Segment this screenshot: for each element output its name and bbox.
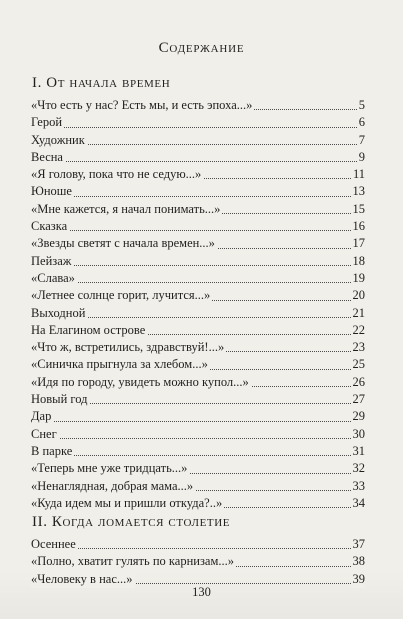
toc-entry — [31, 132, 365, 149]
entry-page-number: 37 — [351, 536, 366, 553]
entry-page-number: 16 — [351, 218, 366, 235]
toc-entry — [31, 97, 365, 114]
entry-title: Новый год — [31, 391, 89, 408]
toc-entry — [31, 553, 365, 570]
entry-title: Весна — [31, 149, 65, 166]
entry-page-number: 20 — [351, 287, 366, 304]
entry-title: «Я голову, пока что не седую...» — [31, 166, 203, 183]
entry-page-number: 21 — [351, 305, 366, 322]
toc-entry — [31, 114, 365, 131]
toc-entry — [31, 183, 365, 200]
entry-page-number: 38 — [351, 553, 366, 570]
entry-page-number: 34 — [351, 495, 366, 512]
leader-dots — [31, 160, 365, 162]
entry-title: «Полно, хватит гулять по карнизам...» — [31, 553, 236, 570]
entry-page-number: 25 — [351, 356, 366, 373]
section-1 — [31, 75, 365, 512]
entry-title: «Ненаглядная, добрая мама...» — [31, 478, 195, 495]
entry-title: Осеннее — [31, 536, 78, 553]
entry-page-number: 6 — [357, 114, 365, 131]
section-heading: II. Когда ломается столетие — [32, 514, 231, 530]
leader-dots — [31, 264, 365, 266]
toc-entry — [31, 322, 365, 339]
toc-entry — [31, 374, 365, 391]
toc-entry — [31, 460, 365, 477]
toc-entry — [31, 149, 365, 166]
entry-title: «Что есть у нас? Есть мы, и есть эпоха...» — [31, 97, 254, 114]
entry-page-number: 11 — [351, 166, 365, 183]
entry-title: «Куда идем мы и пришли откуда?..» — [31, 495, 224, 512]
toc-entry — [31, 235, 365, 252]
toc-entry — [31, 495, 365, 512]
entry-page-number: 17 — [351, 235, 366, 252]
toc-entry — [31, 391, 365, 408]
entry-title: Выходной — [31, 305, 87, 322]
toc-entry — [31, 408, 365, 425]
entry-title: «Идя по городу, увидеть можно купол...» — [31, 374, 251, 391]
leader-dots — [31, 229, 365, 231]
entry-title: «Летнее солнце горит, лучится...» — [31, 287, 212, 304]
entry-page-number: 19 — [351, 270, 366, 287]
entry-page-number: 5 — [357, 97, 365, 114]
entry-page-number: 7 — [357, 132, 365, 149]
toc-entry — [31, 218, 365, 235]
entry-title: Юноше — [31, 183, 74, 200]
entry-title: «Мне кажется, я начал понимать...» — [31, 201, 222, 218]
toc-entry — [31, 426, 365, 443]
entry-page-number: 31 — [351, 443, 366, 460]
entry-title: Пейзаж — [31, 253, 73, 270]
toc-list-section-1 — [31, 97, 365, 512]
entry-title: «Слава» — [31, 270, 77, 287]
toc-entry — [31, 536, 365, 553]
entry-page-number: 23 — [351, 339, 366, 356]
leader-dots — [31, 420, 365, 422]
entry-title: Дар — [31, 408, 53, 425]
leader-dots — [31, 281, 365, 283]
toc-entry — [31, 166, 365, 183]
entry-title: Герой — [31, 114, 64, 131]
section-2 — [31, 514, 365, 588]
toc-entry — [31, 356, 365, 373]
toc-entry — [31, 478, 365, 495]
entry-page-number: 30 — [351, 426, 366, 443]
entry-page-number: 27 — [351, 391, 366, 408]
entry-title: Сказка — [31, 218, 69, 235]
leader-dots — [31, 126, 365, 128]
entry-page-number: 29 — [351, 408, 366, 425]
entry-title: На Елагином острове — [31, 322, 147, 339]
entry-page-number: 39 — [351, 571, 366, 588]
entry-title: Снег — [31, 426, 59, 443]
entry-page-number: 18 — [351, 253, 366, 270]
entry-title: «Звезды светят с начала времен...» — [31, 235, 217, 252]
entry-page-number: 13 — [351, 183, 366, 200]
leader-dots — [31, 195, 365, 197]
toc-entry — [31, 339, 365, 356]
entry-page-number: 15 — [351, 201, 366, 218]
entry-page-number: 33 — [351, 478, 366, 495]
entry-title: В парке — [31, 443, 74, 460]
leader-dots — [31, 437, 365, 439]
toc-list-section-2 — [31, 536, 365, 588]
entry-title: «Человеку в нас...» — [31, 571, 135, 588]
toc-entry — [31, 270, 365, 287]
section-heading: I. От начала времен — [32, 75, 171, 91]
entry-title: «Теперь мне уже тридцать...» — [31, 460, 189, 477]
toc-entry — [31, 287, 365, 304]
entry-title: «Синичка прыгнула за хлебом...» — [31, 356, 210, 373]
entry-page-number: 32 — [351, 460, 366, 477]
entry-page-number: 22 — [351, 322, 366, 339]
page-number-folio: 130 — [192, 585, 211, 599]
entry-page-number: 9 — [357, 149, 365, 166]
entry-page-number: 26 — [351, 374, 366, 391]
toc-entry — [31, 305, 365, 322]
page-title: Содержание — [158, 40, 245, 56]
toc-entry — [31, 201, 365, 218]
entry-title: «Что ж, встретились, здравствуй!...» — [31, 339, 226, 356]
toc-entry — [31, 443, 365, 460]
entry-title: Художник — [31, 132, 87, 149]
leader-dots — [31, 547, 365, 549]
toc-entry — [31, 253, 365, 270]
leader-dots — [31, 454, 365, 456]
